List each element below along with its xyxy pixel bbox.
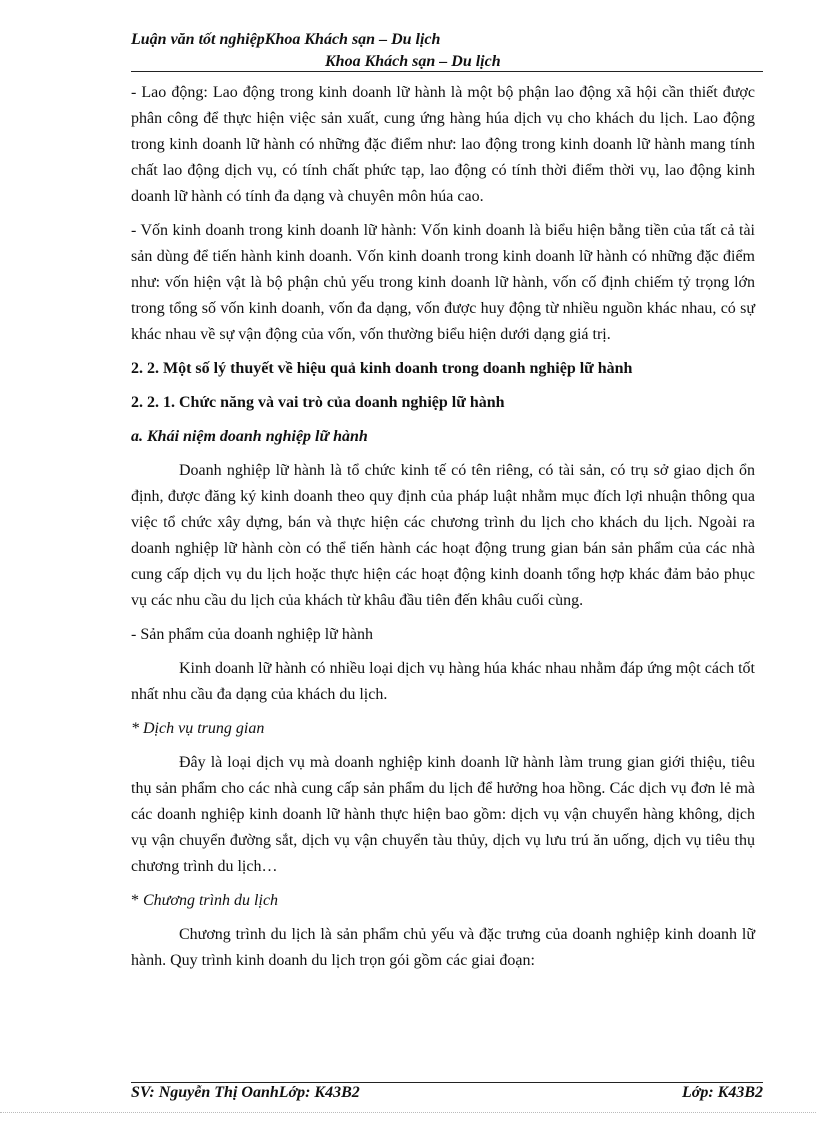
paragraph-products: Kinh doanh lữ hành có nhiều loại dịch vụ hàng húa khác nhau nhằm đáp ứng một cách tốt nhất nhu cầu đa dạng của khách du lịch. [131,660,755,703]
document-body [131,80,755,982]
bullet-tour-programs-label: Chương trình du lịch [143,892,279,909]
paragraph-products-label: - Sản phẩm của doanh nghiệp lữ hành [131,626,373,643]
section-heading-2-2-1: 2. 2. 1. Chức năng và vai trò của doanh nghiệp lữ hành [131,394,505,411]
page-bottom-border [0,1112,816,1117]
paragraph-intermediary: Đây là loại dịch vụ mà doanh nghiệp kinh doanh lữ hành làm trung gian giới thiệu, tiêu thụ sản phẩm cho các nhà cung cấp sản phẩm du lịch để hưởng hoa hồng. Các dịch vụ đơn lẻ mà các doanh nghiệp kinh doanh lữ hành thực hiện bao gồm: dịch vụ vận chuyển hàng không, dịch vụ vận chuyển đường sắt, dịch vụ vận chuyển tàu thủy, dịch vụ lưu trú ăn uống, dịch vụ tiêu thụ chương trình du lịch… [131,754,755,875]
footer-right: Lớp: K43B2 [681,1084,763,1101]
subheading-a: a. Khái niệm doanh nghiệp lữ hành [131,428,368,445]
bullet-tour-programs [131,888,755,914]
bullet-intermediary-services: * Dịch vụ trung gian [131,720,265,737]
bullet-star: * [131,892,143,909]
paragraph-definition: Doanh nghiệp lữ hành là tổ chức kinh tế có tên riêng, có tài sản, có trụ sở giao dịch ổn định, được đăng ký kinh doanh theo quy định của pháp luật nhằm mục đích lợi nhuận thông qua việc tổ chức xây dựng, bán và thực hiện các chương trình du lịch cho khách du lịch. Ngoài ra doanh nghiệp lữ hành còn có thể tiến hành các hoạt động trung gian bán sản phẩm của các nhà cung cấp dịch vụ du lịch hoặc thực hiện các hoạt động kinh doanh tổng hợp khác đảm bảo phục vụ các nhu cầu du lịch của khách từ khâu đầu tiên đến khâu cuối cùng. [131,462,755,609]
paragraph-labor: - Lao động: Lao động trong kinh doanh lữ hành là một bộ phận lao động xã hội cần thiết được phân công để thực hiện việc sản xuất, cung ứng hàng húa dịch vụ cho khách du lịch. Lao động trong kinh doanh lữ hành có những đặc điểm như: lao động trong kinh doanh lữ hành mang tính chất lao động dịch vụ, có tính chất phức tạp, lao động có tính thời điểm thời vụ, lao động kinh doanh lữ hành có tính đa dạng và chuyên môn húa cao. [131,84,755,205]
header-line-2: Khoa Khách sạn – Du lịch [325,53,501,70]
paragraph-capital: - Vốn kinh doanh trong kinh doanh lữ hành: Vốn kinh doanh là biểu hiện bằng tiền của tất cả tài sản dùng để tiến hành kinh doanh. Vốn kinh doanh trong kinh doanh lữ hành có những đặc điểm như: vốn hiện vật là bộ phận chủ yếu trong kinh doanh lữ hành, vốn cố định chiếm tỷ trọng lớn trong tổng số vốn kinh doanh, vốn đa dạng, vốn được huy động từ nhiều nguồn khác nhau, có sự khác nhau về sự vận động của vốn, vốn thường biểu hiện dưới dạng giá trị. [131,222,755,343]
header-line-1: Luận văn tốt nghiệpKhoa Khách sạn – Du lịch [131,31,441,48]
header-divider [131,71,763,72]
footer-left: SV: Nguyễn Thị OanhLớp: K43B2 [131,1084,360,1101]
section-heading-2-2: 2. 2. Một số lý thuyết về hiệu quả kinh doanh trong doanh nghiệp lữ hành [131,360,633,377]
paragraph-tour-programs: Chương trình du lịch là sản phẩm chủ yếu và đặc trưng của doanh nghiệp kinh doanh lữ hành. Quy trình kinh doanh du lịch trọn gói gồm các giai đoạn: [131,926,755,969]
footer-divider [131,1082,763,1083]
